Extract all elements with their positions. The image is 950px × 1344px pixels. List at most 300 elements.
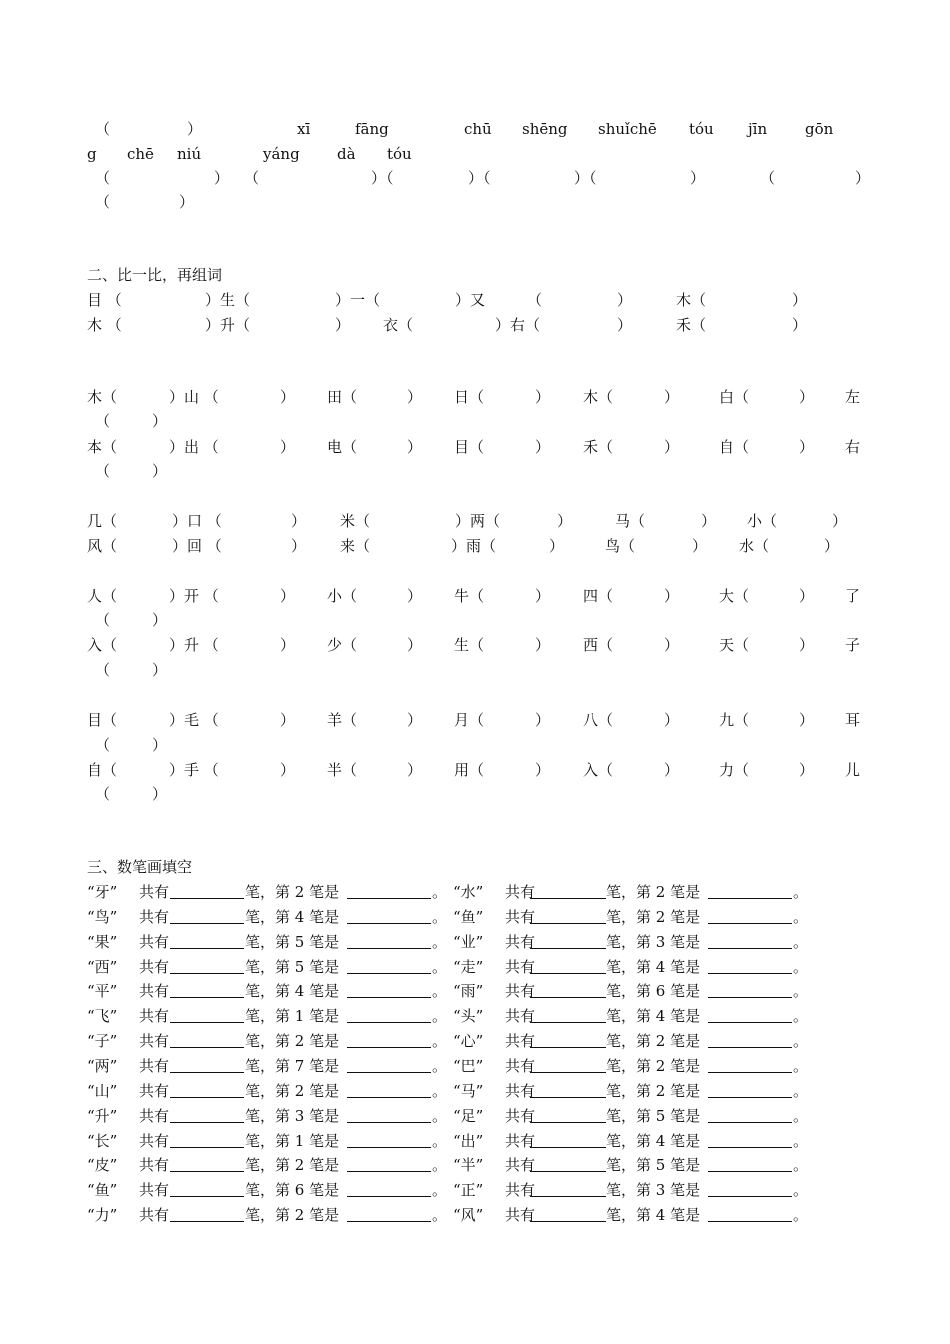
period: 。 [793,957,809,976]
compare-item: ） [664,587,680,605]
compare-item: 来（ [340,537,371,555]
stroke-answer-blank[interactable] [708,934,792,949]
compare-item: ） [664,761,680,779]
compare-item: 目（ [454,438,485,456]
stroke-count-row [87,932,867,952]
compare-item: 小（ [747,512,778,530]
compare-item: 自（ [87,761,118,779]
label-total: 共有 [139,907,170,926]
compare-item: 人（ [87,587,118,605]
compare-item: 西（ [583,636,614,654]
stroke-answer-blank[interactable] [708,1033,792,1048]
character-label: “头” [453,1007,484,1026]
period: 。 [793,1181,809,1200]
compare-item: ） [407,587,423,605]
period: 。 [793,1131,809,1150]
character-label: “鸟” [87,907,118,926]
bracket: （ [95,785,111,803]
stroke-position-label: 笔，第 5 笔是 [245,957,340,976]
compare-item: 大（ [719,587,750,605]
bracket: ）（ [468,169,491,187]
compare-item: 生（ [454,636,485,654]
compare-item: ）雨（ [451,537,497,555]
stroke-total-blank[interactable] [530,1058,606,1073]
compare-row [87,586,867,606]
compare-item: 本（ [87,438,118,456]
compare-item: 目（ [87,711,118,729]
stroke-answer-blank[interactable] [347,1083,431,1098]
stroke-total-blank[interactable] [530,909,606,924]
stroke-answer-blank[interactable] [347,1207,431,1222]
compare-item: ） [799,388,815,406]
stroke-answer-blank[interactable] [347,1008,431,1023]
compare-item: （ [527,291,543,309]
bracket: ） [855,169,871,187]
stroke-answer-blank[interactable] [708,1108,792,1123]
compare-item: 了 [845,587,861,605]
stroke-position-label: 笔，第 2 笔是 [245,883,340,901]
pinyin: xī [297,120,311,138]
compare-item: ） [692,537,708,555]
period: 。 [432,932,448,951]
compare-item: 入（ [87,636,118,654]
label-total: 共有 [139,1057,170,1075]
pinyin: tóu [387,145,412,163]
compare-item: ）又 [455,291,486,309]
character-label: “鱼” [87,1181,118,1200]
label-total: 共有 [505,957,536,976]
bracket: ）（ [371,169,394,187]
stroke-position-label: 笔，第 7 笔是 [245,1057,340,1075]
stroke-total-blank[interactable] [530,1157,606,1172]
compare-item: 入（ [583,761,614,779]
label-total: 共有 [505,1131,536,1150]
character-label: “山” [87,1081,118,1100]
compare-item: 月（ [454,711,485,729]
label-total: 共有 [505,982,536,1001]
bracket: （ [95,412,111,430]
bracket: ）（ [574,169,597,187]
compare-item: ） [280,438,296,456]
compare-item: 木（ [87,388,118,406]
compare-item: ） [291,512,307,530]
compare-item: 右 [845,438,861,456]
compare-item: 田（ [327,388,358,406]
compare-row [87,511,867,531]
pinyin-row-2 [87,144,867,164]
stroke-position-label: 笔，第 4 笔是 [606,1131,701,1150]
compare-item: 耳 [845,711,861,729]
compare-item: 力（ [719,761,750,779]
stroke-total-blank[interactable] [530,1207,606,1222]
pinyin-row-1 [87,119,867,139]
stroke-count-row [87,1180,867,1200]
period: 。 [793,1081,809,1100]
compare-item: ） [335,316,351,334]
compare-item: ）口 （ [172,512,222,530]
section-3-title: 三、数笔画填空 [87,858,193,876]
character-label: “西” [87,957,118,976]
label-total: 共有 [505,1007,536,1026]
stroke-total-blank[interactable] [530,1182,606,1197]
stroke-total-blank[interactable] [530,1033,606,1048]
stroke-total-blank[interactable] [530,1108,606,1123]
character-label: “力” [87,1206,118,1224]
stroke-answer-blank[interactable] [347,983,431,998]
stroke-answer-blank[interactable] [347,909,431,924]
compare-item: 木 （ [87,316,122,334]
compare-item: 羊（ [327,711,358,729]
compare-item: ） [664,438,680,456]
bracket: （ [244,169,260,187]
bracket: （ [95,611,111,629]
answer-row [87,168,871,188]
bracket: （ [95,169,111,187]
stroke-position-label: 笔，第 2 笔是 [245,1032,340,1051]
bracket: （ [95,661,111,679]
compare-item: ）开 （ [169,587,219,605]
label-total: 共有 [505,883,536,901]
character-label: “风” [453,1206,484,1224]
stroke-position-label: 笔，第 3 笔是 [606,1181,701,1200]
compare-item: 风（ [87,537,118,555]
stroke-position-label: 笔，第 2 笔是 [606,1057,701,1075]
stroke-answer-blank[interactable] [347,959,431,974]
compare-item: ） [557,512,573,530]
stroke-total-blank[interactable] [530,983,606,998]
pinyin: shēng [522,120,568,138]
stroke-answer-blank[interactable] [708,1083,792,1098]
stroke-count-row [87,1205,867,1225]
compare-row [87,437,867,457]
compare-item: 鸟（ [605,537,636,555]
period: 。 [793,932,809,951]
compare-row [87,710,867,730]
compare-item: 八（ [583,711,614,729]
period: 。 [432,883,448,901]
period: 。 [793,1156,809,1175]
compare-item: ） [535,587,551,605]
compare-item: ） [832,512,848,530]
bracket: ） [152,661,168,679]
compare-item: ）右（ [495,316,541,334]
compare-item: ）一（ [335,291,381,309]
compare-item: ） [280,636,296,654]
compare-row [87,760,867,780]
compare-item: ） [617,291,633,309]
compare-row-wrap [87,461,867,481]
period: 。 [432,1057,448,1075]
stroke-total-blank[interactable] [170,884,244,899]
compare-item: ） [280,761,296,779]
bracket-close: ） [187,120,203,138]
stroke-count-row [87,1006,867,1026]
compare-item: ）两（ [455,512,501,530]
compare-row-wrap [87,610,867,630]
stroke-position-label: 笔，第 5 笔是 [245,932,340,951]
label-total: 共有 [505,1206,536,1224]
stroke-count-row [87,907,867,927]
bracket: ） [214,169,230,187]
compare-row [87,290,867,310]
label-total: 共有 [139,1206,170,1224]
compare-item: ） [664,388,680,406]
character-label: “足” [453,1106,484,1125]
bracket: ） [152,462,168,480]
label-total: 共有 [505,1057,536,1075]
period: 。 [432,1181,448,1200]
stroke-total-blank[interactable] [530,934,606,949]
stroke-total-blank[interactable] [170,983,244,998]
pinyin: gōn [805,120,834,138]
compare-item: ）回 （ [172,537,222,555]
compare-item: ） [799,587,815,605]
pinyin: jīn [748,120,768,138]
bracket: ） [152,611,168,629]
period: 。 [432,1032,448,1051]
stroke-answer-blank[interactable] [347,1033,431,1048]
stroke-total-blank[interactable] [170,909,244,924]
label-total: 共有 [139,982,170,1001]
compare-item: 儿 [845,761,861,779]
stroke-position-label: 笔，第 4 笔是 [245,907,340,926]
pinyin: chē [127,145,154,163]
character-label: “子” [87,1032,118,1051]
character-label: “马” [453,1081,484,1100]
compare-item: ） [407,388,423,406]
stroke-position-label: 笔，第 6 笔是 [245,1181,340,1200]
period: 。 [793,982,809,1001]
stroke-answer-blank[interactable] [347,1108,431,1123]
label-total: 共有 [505,1106,536,1125]
stroke-total-blank[interactable] [170,959,244,974]
character-label: “牙” [87,883,118,901]
stroke-total-blank[interactable] [530,884,606,899]
compare-row [87,536,867,556]
compare-item: 天（ [719,636,750,654]
compare-item: ） [701,512,717,530]
bracket: （ [95,193,111,211]
stroke-position-label: 笔，第 2 笔是 [606,1032,701,1051]
answer-row-wrap [87,192,867,212]
compare-row-wrap [87,735,867,755]
stroke-answer-blank[interactable] [708,983,792,998]
pinyin: shuǐchē [598,120,657,138]
period: 。 [432,957,448,976]
compare-item: ） [799,761,815,779]
character-label: “心” [453,1032,484,1051]
character-label: “果” [87,932,118,951]
period: 。 [432,1156,448,1175]
pinyin: fāng [355,120,389,138]
bracket: ） [179,193,195,211]
label-total: 共有 [505,1181,536,1200]
stroke-position-label: 笔，第 4 笔是 [606,1206,701,1224]
compare-item: 水（ [739,537,770,555]
compare-item: ） [291,537,307,555]
stroke-position-label: 笔，第 2 笔是 [245,1156,340,1175]
bracket: （ [95,462,111,480]
compare-item: ） [824,537,840,555]
compare-item: ） [280,388,296,406]
pinyin: yáng [263,145,300,163]
compare-item: 木（ [676,291,707,309]
stroke-total-blank[interactable] [170,1207,244,1222]
compare-item: 左 [845,388,861,406]
stroke-answer-blank[interactable] [347,1058,431,1073]
stroke-position-label: 笔，第 1 笔是 [245,1131,340,1150]
bracket: （ [760,169,776,187]
compare-item: 几（ [87,512,118,530]
period: 。 [793,1032,809,1051]
stroke-total-blank[interactable] [170,1108,244,1123]
stroke-position-label: 笔，第 6 笔是 [606,982,701,1001]
stroke-answer-blank[interactable] [708,884,792,899]
stroke-answer-blank[interactable] [708,1207,792,1222]
compare-row-wrap [87,660,867,680]
stroke-position-label: 笔，第 2 笔是 [606,1081,701,1100]
compare-row-wrap [87,411,867,431]
stroke-answer-blank[interactable] [347,1133,431,1148]
stroke-count-row [87,882,867,902]
stroke-position-label: 笔，第 1 笔是 [245,1007,340,1026]
stroke-count-row [87,1056,867,1076]
compare-item: 目 （ [87,291,122,309]
stroke-count-row [87,1106,867,1126]
stroke-total-blank[interactable] [170,1008,244,1023]
bracket: ） [690,169,706,187]
stroke-total-blank[interactable] [170,1182,244,1197]
period: 。 [793,907,809,926]
stroke-position-label: 笔，第 3 笔是 [606,932,701,951]
compare-item: 衣（ [383,316,414,334]
stroke-position-label: 笔，第 5 笔是 [606,1106,701,1125]
compare-item: ） [792,291,808,309]
compare-item: ）毛 （ [169,711,219,729]
compare-item: 白（ [719,388,750,406]
period: 。 [432,1081,448,1100]
compare-item: 四（ [583,587,614,605]
stroke-answer-blank[interactable] [708,959,792,974]
label-total: 共有 [505,1081,536,1100]
stroke-answer-blank[interactable] [347,884,431,899]
label-total: 共有 [505,907,536,926]
period: 。 [793,1206,809,1224]
compare-item: 木（ [583,388,614,406]
stroke-answer-blank[interactable] [708,1157,792,1172]
character-label: “飞” [87,1007,118,1026]
compare-item: ） [664,711,680,729]
compare-item: 牛（ [454,587,485,605]
stroke-answer-blank[interactable] [708,1133,792,1148]
compare-item: ）升（ [205,316,251,334]
compare-item: ） [407,711,423,729]
label-total: 共有 [505,932,536,951]
compare-item: ） [799,438,815,456]
compare-item: 禾（ [676,316,707,334]
stroke-answer-blank[interactable] [708,1008,792,1023]
label-total: 共有 [139,1007,170,1026]
stroke-answer-blank[interactable] [347,1182,431,1197]
stroke-answer-blank[interactable] [347,934,431,949]
period: 。 [432,907,448,926]
stroke-total-blank[interactable] [170,934,244,949]
period: 。 [432,982,448,1001]
label-total: 共有 [139,1106,170,1125]
compare-item: 子 [845,636,861,654]
character-label: “半” [453,1156,484,1175]
stroke-total-blank[interactable] [530,1008,606,1023]
compare-row [87,635,867,655]
compare-item: ） [535,761,551,779]
pinyin: g [87,145,97,163]
stroke-total-blank[interactable] [530,959,606,974]
period: 。 [793,1057,809,1075]
compare-item: ） [799,711,815,729]
compare-item: 米（ [340,512,371,530]
compare-item: ） [792,316,808,334]
bracket-open: （ [95,120,111,138]
stroke-answer-blank[interactable] [347,1157,431,1172]
label-total: 共有 [139,1181,170,1200]
section-2-title: 二、比一比，再组词 [87,266,223,284]
stroke-total-blank[interactable] [170,1083,244,1098]
character-label: “水” [453,883,484,901]
character-label: “平” [87,982,118,1001]
compare-row [87,315,867,335]
compare-item: ） [664,636,680,654]
stroke-position-label: 笔，第 3 笔是 [245,1106,340,1125]
period: 。 [432,1106,448,1125]
stroke-total-blank[interactable] [170,1058,244,1073]
label-total: 共有 [139,932,170,951]
stroke-total-blank[interactable] [170,1157,244,1172]
bracket: ） [152,736,168,754]
compare-item: ） [799,636,815,654]
stroke-count-row [87,1081,867,1101]
compare-item: 马（ [615,512,646,530]
character-label: “升” [87,1106,118,1125]
character-label: “巴” [453,1057,484,1075]
period: 。 [793,883,809,901]
compare-item: ） [280,587,296,605]
compare-item: ）升 （ [169,636,219,654]
stroke-total-blank[interactable] [530,1133,606,1148]
compare-item: ） [549,537,565,555]
stroke-total-blank[interactable] [530,1083,606,1098]
pinyin: niú [177,145,202,163]
stroke-total-blank[interactable] [170,1133,244,1148]
stroke-answer-blank[interactable] [708,1182,792,1197]
stroke-answer-blank[interactable] [708,909,792,924]
stroke-count-row [87,1031,867,1051]
stroke-position-label: 笔，第 2 笔是 [245,1206,340,1224]
compare-item: ） [617,316,633,334]
compare-item: 用（ [454,761,485,779]
stroke-total-blank[interactable] [170,1033,244,1048]
compare-item: 日（ [454,388,485,406]
label-total: 共有 [139,1032,170,1051]
compare-item: ）山 （ [169,388,219,406]
compare-item: 小（ [327,587,358,605]
stroke-count-row [87,1131,867,1151]
compare-item: 禾（ [583,438,614,456]
pinyin: tóu [689,120,714,138]
character-label: “两” [87,1057,118,1075]
stroke-answer-blank[interactable] [708,1058,792,1073]
compare-item: ）手 （ [169,761,219,779]
compare-item: 九（ [719,711,750,729]
